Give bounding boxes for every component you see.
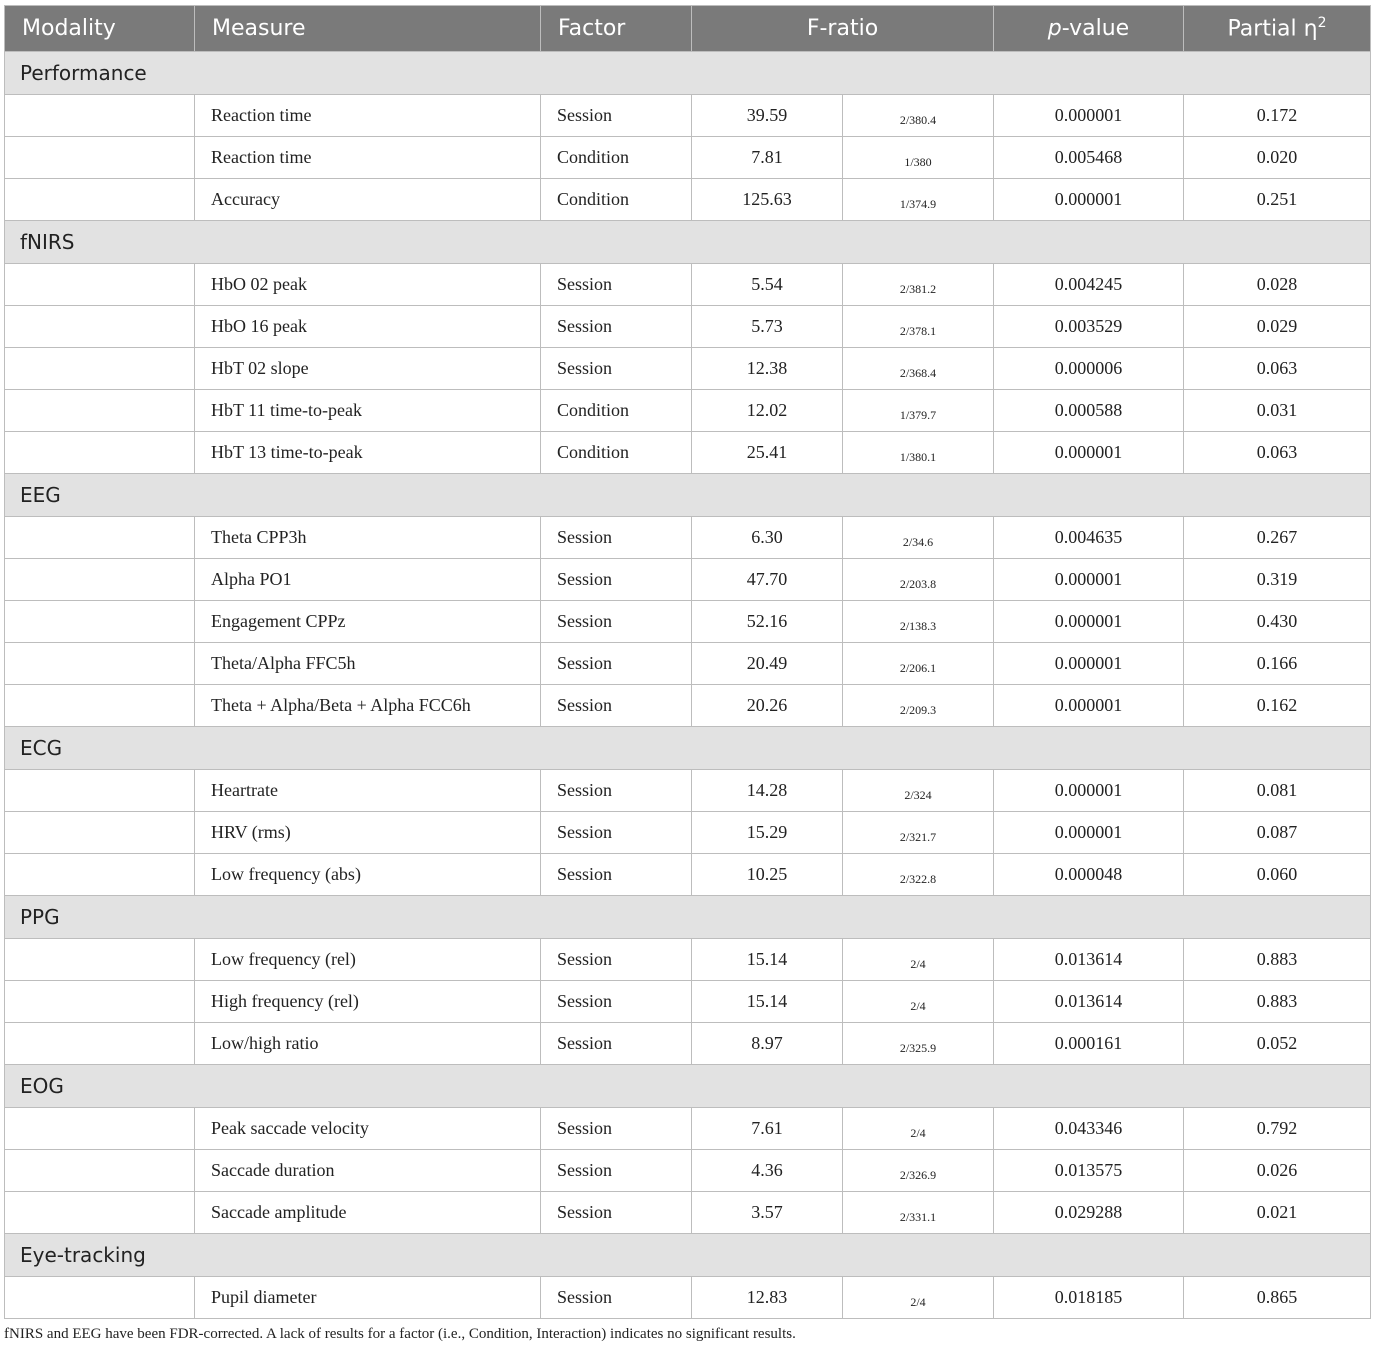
measure-cell: Reaction time (195, 137, 541, 179)
factor-cell: Session (541, 643, 692, 685)
modality-cell (5, 95, 195, 137)
partial-eta-cell: 0.883 (1184, 981, 1371, 1023)
modality-cell (5, 264, 195, 306)
factor-cell: Session (541, 1023, 692, 1065)
modality-cell (5, 1150, 195, 1192)
f-ratio-cell: 12.38 (692, 348, 843, 390)
factor-cell: Session (541, 95, 692, 137)
f-ratio-cell: 15.29 (692, 812, 843, 854)
measure-cell: High frequency (rel) (195, 981, 541, 1023)
f-ratio-cell: 6.30 (692, 517, 843, 559)
modality-group-row (5, 896, 1371, 939)
table-row (5, 306, 1371, 348)
measure-cell: Theta CPP3h (195, 517, 541, 559)
table-row (5, 770, 1371, 812)
f-ratio-cell: 47.70 (692, 559, 843, 601)
f-ratio-cell: 3.57 (692, 1192, 843, 1234)
p-value-cell: 0.000001 (994, 643, 1184, 685)
modality-group-row (5, 52, 1371, 95)
measure-cell: HRV (rms) (195, 812, 541, 854)
p-value-cell: 0.043346 (994, 1108, 1184, 1150)
table-row (5, 1023, 1371, 1065)
modality-cell (5, 348, 195, 390)
table-row (5, 643, 1371, 685)
partial-eta-cell: 0.031 (1184, 390, 1371, 432)
p-value-cell: 0.005468 (994, 137, 1184, 179)
p-value-cell: 0.000001 (994, 179, 1184, 221)
table-row (5, 348, 1371, 390)
header-partial-eta (1184, 6, 1371, 52)
partial-eta-cell: 0.883 (1184, 939, 1371, 981)
f-ratio-cell: 39.59 (692, 95, 843, 137)
df-cell: 2/34.6 (843, 517, 994, 559)
df-cell: 2/209.3 (843, 685, 994, 727)
partial-eta-cell: 0.865 (1184, 1277, 1371, 1319)
modality-label: ECG (5, 727, 1371, 770)
partial-eta-cell: 0.319 (1184, 559, 1371, 601)
partial-eta-cell: 0.028 (1184, 264, 1371, 306)
factor-cell: Session (541, 517, 692, 559)
modality-label: EOG (5, 1065, 1371, 1108)
p-value-cell: 0.000001 (994, 770, 1184, 812)
measure-cell: HbO 16 peak (195, 306, 541, 348)
table-row (5, 390, 1371, 432)
modality-cell (5, 981, 195, 1023)
p-value-cell: 0.000001 (994, 601, 1184, 643)
measure-cell: Theta + Alpha/Beta + Alpha FCC6h (195, 685, 541, 727)
measure-cell: Low/high ratio (195, 1023, 541, 1065)
factor-cell: Session (541, 1277, 692, 1319)
modality-group-row (5, 474, 1371, 517)
df-cell: 2/368.4 (843, 348, 994, 390)
f-ratio-cell: 125.63 (692, 179, 843, 221)
df-cell: 2/325.9 (843, 1023, 994, 1065)
f-ratio-cell: 7.81 (692, 137, 843, 179)
df-cell: 2/378.1 (843, 306, 994, 348)
df-cell: 2/203.8 (843, 559, 994, 601)
factor-cell: Session (541, 1108, 692, 1150)
df-cell: 2/138.3 (843, 601, 994, 643)
modality-label: EEG (5, 474, 1371, 517)
modality-cell (5, 854, 195, 896)
modality-group-row (5, 727, 1371, 770)
factor-cell: Session (541, 348, 692, 390)
df-cell: 2/321.7 (843, 812, 994, 854)
factor-cell: Session (541, 601, 692, 643)
measure-cell: Alpha PO1 (195, 559, 541, 601)
df-cell: 2/381.2 (843, 264, 994, 306)
measure-cell: Low frequency (abs) (195, 854, 541, 896)
modality-cell (5, 601, 195, 643)
p-value-cell: 0.000006 (994, 348, 1184, 390)
partial-eta-cell: 0.063 (1184, 348, 1371, 390)
modality-cell (5, 306, 195, 348)
p-value-cell: 0.000161 (994, 1023, 1184, 1065)
f-ratio-cell: 20.26 (692, 685, 843, 727)
partial-eta-cell: 0.060 (1184, 854, 1371, 896)
modality-cell (5, 1277, 195, 1319)
df-cell: 2/326.9 (843, 1150, 994, 1192)
measure-cell: Saccade amplitude (195, 1192, 541, 1234)
factor-cell: Session (541, 812, 692, 854)
partial-eta-cell: 0.162 (1184, 685, 1371, 727)
modality-label: Performance (5, 52, 1371, 95)
measure-cell: Pupil diameter (195, 1277, 541, 1319)
measure-cell: Accuracy (195, 179, 541, 221)
partial-eta-cell: 0.026 (1184, 1150, 1371, 1192)
factor-cell: Session (541, 770, 692, 812)
df-cell: 1/380.1 (843, 432, 994, 474)
table-body (5, 52, 1371, 1319)
modality-label: fNIRS (5, 221, 1371, 264)
df-cell: 2/322.8 (843, 854, 994, 896)
partial-eta-cell: 0.029 (1184, 306, 1371, 348)
factor-cell: Session (541, 264, 692, 306)
factor-cell: Condition (541, 137, 692, 179)
factor-cell: Session (541, 1150, 692, 1192)
table-row (5, 1150, 1371, 1192)
modality-cell (5, 812, 195, 854)
partial-eta-cell: 0.251 (1184, 179, 1371, 221)
modality-cell (5, 1192, 195, 1234)
f-ratio-cell: 8.97 (692, 1023, 843, 1065)
p-value-cell: 0.000001 (994, 685, 1184, 727)
table-row (5, 1192, 1371, 1234)
df-cell: 2/331.1 (843, 1192, 994, 1234)
header-p-value (994, 6, 1184, 52)
partial-eta-cell: 0.166 (1184, 643, 1371, 685)
factor-cell: Session (541, 559, 692, 601)
f-ratio-cell: 5.54 (692, 264, 843, 306)
factor-cell: Session (541, 306, 692, 348)
f-ratio-cell: 25.41 (692, 432, 843, 474)
f-ratio-cell: 20.49 (692, 643, 843, 685)
table-row (5, 601, 1371, 643)
header-factor: Factor (541, 6, 692, 52)
f-ratio-cell: 10.25 (692, 854, 843, 896)
p-value-cell: 0.000048 (994, 854, 1184, 896)
measure-cell: Engagement CPPz (195, 601, 541, 643)
partial-eta-cell: 0.087 (1184, 812, 1371, 854)
partial-eta-cell: 0.792 (1184, 1108, 1371, 1150)
modality-cell (5, 432, 195, 474)
modality-cell (5, 1108, 195, 1150)
partial-eta-cell: 0.267 (1184, 517, 1371, 559)
table-row (5, 685, 1371, 727)
f-ratio-cell: 12.83 (692, 1277, 843, 1319)
header-modality: Modality (5, 6, 195, 52)
modality-cell (5, 643, 195, 685)
p-value-cell: 0.004245 (994, 264, 1184, 306)
table-row (5, 264, 1371, 306)
partial-eta-cell: 0.063 (1184, 432, 1371, 474)
header-f-ratio: F-ratio (692, 6, 994, 52)
f-ratio-cell: 5.73 (692, 306, 843, 348)
table-row (5, 1277, 1371, 1319)
results-table (4, 5, 1371, 1319)
f-ratio-cell: 4.36 (692, 1150, 843, 1192)
factor-cell: Session (541, 1192, 692, 1234)
f-ratio-cell: 52.16 (692, 601, 843, 643)
df-cell: 2/324 (843, 770, 994, 812)
measure-cell: HbO 02 peak (195, 264, 541, 306)
measure-cell: HbT 11 time-to-peak (195, 390, 541, 432)
table-row (5, 981, 1371, 1023)
modality-cell (5, 559, 195, 601)
measure-cell: Peak saccade velocity (195, 1108, 541, 1150)
modality-group-row (5, 1234, 1371, 1277)
df-cell: 2/4 (843, 981, 994, 1023)
table-row (5, 179, 1371, 221)
modality-group-row (5, 221, 1371, 264)
factor-cell: Condition (541, 179, 692, 221)
measure-cell: HbT 13 time-to-peak (195, 432, 541, 474)
table-row (5, 517, 1371, 559)
table-row (5, 854, 1371, 896)
partial-eta-cell: 0.052 (1184, 1023, 1371, 1065)
modality-cell (5, 137, 195, 179)
factor-cell: Condition (541, 432, 692, 474)
header-p-suffix: -value (1061, 16, 1130, 41)
partial-eta-cell: 0.021 (1184, 1192, 1371, 1234)
factor-cell: Session (541, 854, 692, 896)
measure-cell: HbT 02 slope (195, 348, 541, 390)
modality-cell (5, 939, 195, 981)
partial-eta-cell: 0.081 (1184, 770, 1371, 812)
table-row (5, 432, 1371, 474)
p-value-cell: 0.000588 (994, 390, 1184, 432)
partial-eta-cell: 0.020 (1184, 137, 1371, 179)
df-cell: 2/4 (843, 1277, 994, 1319)
measure-cell: Heartrate (195, 770, 541, 812)
header-p-italic: p (1047, 16, 1062, 41)
p-value-cell: 0.018185 (994, 1277, 1184, 1319)
p-value-cell: 0.000001 (994, 559, 1184, 601)
modality-group-row (5, 1065, 1371, 1108)
table-row (5, 812, 1371, 854)
measure-cell: Saccade duration (195, 1150, 541, 1192)
table-row (5, 1108, 1371, 1150)
modality-cell (5, 685, 195, 727)
modality-cell (5, 1023, 195, 1065)
header-eta-sup: 2 (1317, 15, 1327, 32)
table-row (5, 95, 1371, 137)
modality-cell (5, 770, 195, 812)
df-cell: 1/379.7 (843, 390, 994, 432)
df-cell: 1/380 (843, 137, 994, 179)
p-value-cell: 0.013575 (994, 1150, 1184, 1192)
f-ratio-cell: 15.14 (692, 981, 843, 1023)
f-ratio-cell: 15.14 (692, 939, 843, 981)
p-value-cell: 0.000001 (994, 432, 1184, 474)
header-eta-label: Partial η (1227, 16, 1318, 42)
p-value-cell: 0.003529 (994, 306, 1184, 348)
p-value-cell: 0.029288 (994, 1192, 1184, 1234)
measure-cell: Low frequency (rel) (195, 939, 541, 981)
factor-cell: Session (541, 685, 692, 727)
partial-eta-cell: 0.172 (1184, 95, 1371, 137)
modality-label: PPG (5, 896, 1371, 939)
header-measure: Measure (195, 6, 541, 52)
factor-cell: Condition (541, 390, 692, 432)
df-cell: 1/374.9 (843, 179, 994, 221)
p-value-cell: 0.013614 (994, 939, 1184, 981)
factor-cell: Session (541, 939, 692, 981)
measure-cell: Reaction time (195, 95, 541, 137)
df-cell: 2/380.4 (843, 95, 994, 137)
table-row (5, 939, 1371, 981)
partial-eta-cell: 0.430 (1184, 601, 1371, 643)
df-cell: 2/4 (843, 939, 994, 981)
factor-cell: Session (541, 981, 692, 1023)
f-ratio-cell: 12.02 (692, 390, 843, 432)
table-row (5, 137, 1371, 179)
f-ratio-cell: 7.61 (692, 1108, 843, 1150)
p-value-cell: 0.013614 (994, 981, 1184, 1023)
p-value-cell: 0.000001 (994, 95, 1184, 137)
measure-cell: Theta/Alpha FFC5h (195, 643, 541, 685)
table-footnote: fNIRS and EEG have been FDR-corrected. A lack of results for a factor (i.e., Condition, Interaction) indicates no significant results. (4, 1326, 796, 1342)
table-header (5, 6, 1371, 52)
df-cell: 2/206.1 (843, 643, 994, 685)
modality-cell (5, 517, 195, 559)
p-value-cell: 0.004635 (994, 517, 1184, 559)
f-ratio-cell: 14.28 (692, 770, 843, 812)
p-value-cell: 0.000001 (994, 812, 1184, 854)
modality-cell (5, 179, 195, 221)
df-cell: 2/4 (843, 1108, 994, 1150)
modality-label: Eye-tracking (5, 1234, 1371, 1277)
table-row (5, 559, 1371, 601)
modality-cell (5, 390, 195, 432)
